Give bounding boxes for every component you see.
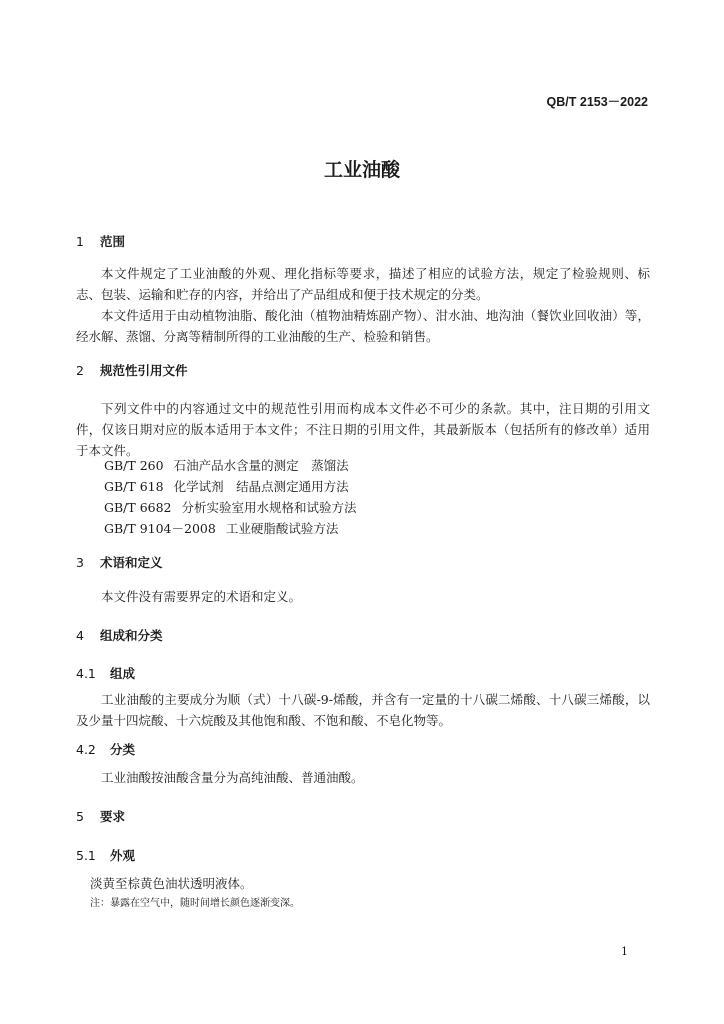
reference-code: GB/T 260: [104, 458, 164, 473]
reference-code: GB/T 618: [104, 479, 164, 494]
section-number: 2: [76, 363, 84, 378]
section-2-body: [76, 398, 650, 461]
paragraph: 本文件规定了工业油酸的外观、理化指标等要求，描述了相应的试验方法，规定了检验规则、标志、包装、运输和贮存的内容，并给出了产品组成和便于技术规定的分类。: [76, 266, 650, 302]
subsection-4-2-body: [76, 767, 650, 788]
subsection-5-1-body: 淡黄至棕黄色油状透明液体。: [90, 876, 253, 891]
section-1-heading: [76, 232, 125, 250]
section-title: 要求: [100, 809, 126, 824]
reference-code: GB/T 6682: [104, 500, 172, 515]
reference-title: 石油产品水含量的测定 蒸馏法: [173, 458, 349, 473]
section-number: 1: [76, 234, 84, 249]
section-4-heading: [76, 626, 163, 644]
reference-code: GB/T 9104－2008: [104, 521, 216, 536]
page-number: 1: [621, 945, 628, 958]
section-number: 4: [76, 628, 84, 643]
paragraph: 本文件适用于由动植物油脂、酸化油（植物油精炼副产物）、泔水油、地沟油（餐饮业回收油）等，经水解、蒸馏、分离等精制所得的工业油酸的生产、检验和销售。: [76, 308, 650, 344]
section-title: 规范性引用文件: [100, 363, 188, 378]
standard-code: QB/T 2153－2022: [546, 95, 648, 109]
subsection-number: 5.1: [76, 848, 96, 863]
subsection-title: 组成: [110, 666, 136, 681]
paragraph: 下列文件中的内容通过文中的规范性引用而构成本文件必不可少的条款。其中，注日期的引用文件，仅该日期对应的版本适用于本文件；不注日期的引用文件，其最新版本（包括所有的修改单）适用于本文件。: [76, 401, 650, 458]
reference-item: [104, 518, 338, 539]
subsection-title: 分类: [110, 742, 136, 757]
reference-title: 工业硬脂酸试验方法: [225, 521, 339, 536]
section-5-heading: [76, 807, 125, 825]
section-2-heading: [76, 361, 188, 379]
reference-item: [104, 455, 349, 476]
paragraph: 工业油酸的主要成分为顺（式）十八碳-9-烯酸，并含有一定量的十八碳二烯酸、十八碳三烯酸，以及少量十四烷酸、十六烷酸及其他饱和酸、不饱和酸、不皂化物等。: [76, 692, 650, 728]
reference-title: 分析实验室用水规格和试验方法: [181, 500, 357, 515]
reference-item: [104, 497, 357, 518]
reference-item: [104, 476, 349, 497]
note: 注：暴露在空气中，随时间增长颜色逐渐变深。: [90, 898, 300, 909]
section-number: 5: [76, 809, 84, 824]
section-number: 3: [76, 555, 84, 570]
section-title: 范围: [100, 234, 126, 249]
subsection-title: 外观: [110, 848, 136, 863]
section-3-heading: [76, 553, 163, 571]
document-title: 工业油酸: [323, 159, 400, 181]
section-title: 组成和分类: [100, 628, 163, 643]
reference-title: 化学试剂 结晶点测定通用方法: [173, 479, 349, 494]
subsection-4-2-heading: [76, 740, 135, 758]
section-1-body: [76, 263, 650, 347]
subsection-4-1-heading: [76, 664, 135, 682]
section-3-body: [76, 586, 650, 607]
section-title: 术语和定义: [100, 555, 163, 570]
paragraph: 本文件没有需要界定的术语和定义。: [101, 589, 302, 604]
paragraph: 工业油酸按油酸含量分为高纯油酸、普通油酸。: [101, 770, 364, 785]
subsection-number: 4.2: [76, 742, 96, 757]
subsection-number: 4.1: [76, 666, 96, 681]
subsection-5-1-heading: [76, 846, 135, 864]
subsection-4-1-body: [76, 689, 650, 731]
